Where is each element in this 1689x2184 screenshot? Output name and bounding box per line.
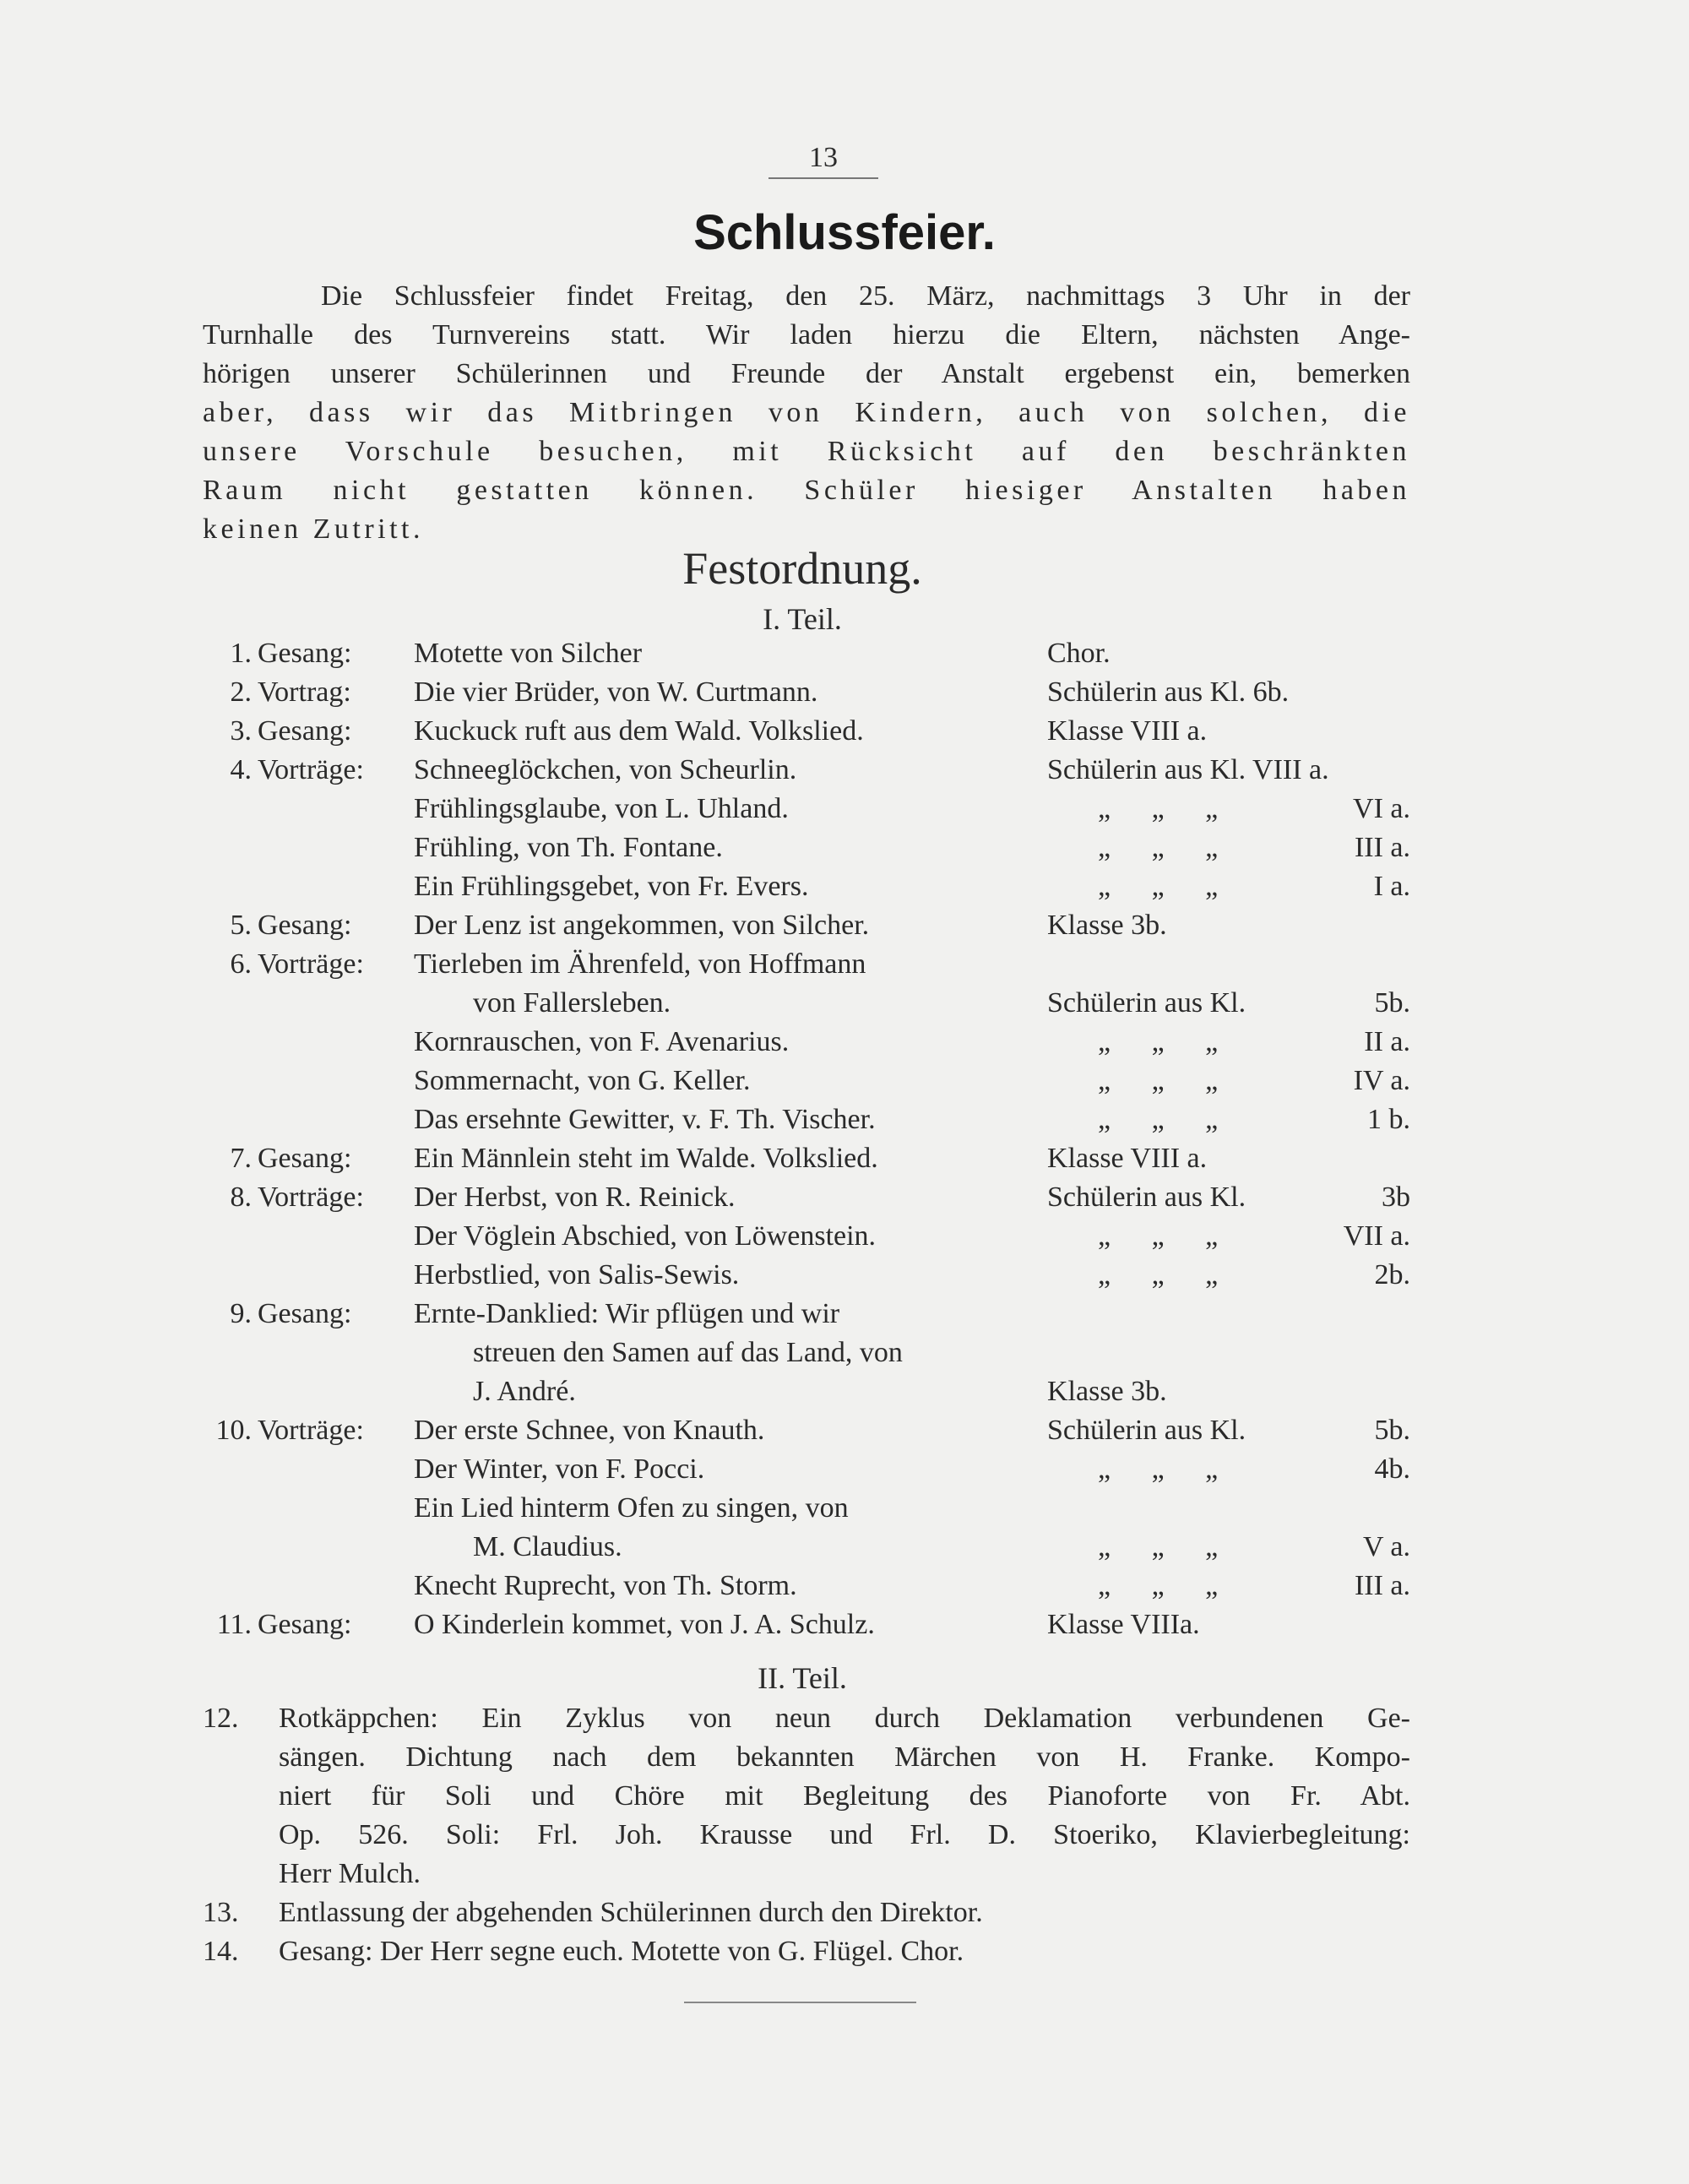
program-performer: Schülerin aus Kl. <box>1047 1182 1246 1213</box>
program-performer: Schülerin aus Kl. <box>1047 987 1246 1019</box>
program-class: 5b. <box>1374 1415 1410 1446</box>
program-number: 12. <box>203 1703 239 1734</box>
program-row <box>0 754 1689 793</box>
ditto-marks: „ „ „ <box>1098 1104 1219 1135</box>
program-class: 2b. <box>1374 1259 1410 1290</box>
program-class: III a. <box>1354 832 1410 863</box>
program-text-line: Op. 526. Soli: Frl. Joh. Krausse und Frl. D. Stoeriko, Klavierbegleitung: <box>279 1819 1410 1850</box>
program-work: Der erste Schnee, von Knauth. <box>414 1415 765 1446</box>
page-title: Schlussfeier. <box>693 205 996 260</box>
program-work: Kornrauschen, von F. Avenarius. <box>414 1026 790 1057</box>
program-performer: Klasse 3b. <box>1047 1376 1167 1407</box>
program-row <box>0 871 1689 910</box>
program-work: Frühlingsglaube, von L. Uhland. <box>414 793 789 824</box>
program-number: 11. <box>216 1609 252 1640</box>
program-category: Gesang: <box>258 638 352 669</box>
program-class: VI a. <box>1353 793 1410 824</box>
ditto-marks: „ „ „ <box>1098 1570 1219 1601</box>
program-work: Der Herbst, von R. Reinick. <box>414 1182 736 1213</box>
program-number: 1. <box>230 638 252 669</box>
page-number-rule <box>768 177 878 179</box>
program-number: 8. <box>230 1182 252 1213</box>
program-work: Die vier Brüder, von W. Curtmann. <box>414 676 818 708</box>
program-work: Ernte-Danklied: Wir pflügen und wir <box>414 1298 840 1329</box>
program-work: Der Winter, von F. Pocci. <box>414 1453 705 1485</box>
program-row <box>0 1415 1689 1453</box>
program-category: Gesang: <box>258 1143 352 1174</box>
ditto-marks: „ „ „ <box>1098 871 1219 902</box>
program-number: 2. <box>230 676 252 708</box>
program-row <box>0 676 1689 715</box>
program-row <box>0 1182 1689 1220</box>
program-performer: Schülerin aus Kl. <box>1047 1415 1246 1446</box>
program-number: 3. <box>230 715 252 747</box>
program-work: Ein Frühlingsgebet, von Fr. Evers. <box>414 871 809 902</box>
program-row <box>0 1492 1689 1531</box>
program-work: O Kinderlein kommet, von J. A. Schulz. <box>414 1609 875 1640</box>
program-item <box>203 1699 1419 1893</box>
program-class: III a. <box>1354 1570 1410 1601</box>
program-class: 1 b. <box>1367 1104 1410 1135</box>
program-number: 7. <box>230 1143 252 1174</box>
program-number: 13. <box>203 1897 239 1928</box>
intro-line: Raum nicht gestatten können. Schüler hiesiger Anstalten haben <box>203 475 1410 506</box>
program-work: Der Lenz ist angekommen, von Silcher. <box>414 910 870 941</box>
intro-line: Die Schlussfeier findet Freitag, den 25. März, nachmittags 3 Uhr in der <box>321 280 1410 312</box>
program-category: Gesang: <box>258 715 352 747</box>
ditto-marks: „ „ „ <box>1098 1026 1219 1057</box>
program-performer: Klasse VIII a. <box>1047 1143 1208 1174</box>
intro-paragraph <box>203 277 1410 549</box>
program-row <box>0 832 1689 871</box>
program-text-line: Herr Mulch. <box>279 1858 421 1889</box>
program-row <box>0 1298 1689 1337</box>
program-row <box>0 1259 1689 1298</box>
program-row <box>0 1104 1689 1143</box>
program-row <box>0 1143 1689 1182</box>
program-row <box>0 1531 1689 1570</box>
ditto-marks: „ „ „ <box>1098 1259 1219 1290</box>
program-number: 5. <box>230 910 252 941</box>
program-work: M. Claudius. <box>473 1531 622 1562</box>
program-text <box>279 1893 1410 1932</box>
intro-line: Turnhalle des Turnvereins statt. Wir laden hierzu die Eltern, nächsten Ange- <box>203 319 1410 350</box>
intro-line: keinen Zutritt. <box>203 513 425 545</box>
program-class: V a. <box>1362 1531 1410 1562</box>
program-row <box>0 948 1689 987</box>
program-item <box>203 1893 1419 1932</box>
program-performer: Klasse 3b. <box>1047 910 1167 941</box>
program-work: Schneeglöckchen, von Scheurlin. <box>414 754 797 785</box>
program-performer: Klasse VIII a. <box>1047 715 1208 747</box>
program-row <box>0 1453 1689 1492</box>
program-work: J. André. <box>473 1376 576 1407</box>
part-two-heading: II. Teil. <box>758 1661 847 1695</box>
program-row <box>0 910 1689 948</box>
program-text-line: Rotkäppchen: Ein Zyklus von neun durch Deklamation verbundenen Ge- <box>279 1703 1410 1734</box>
program-performer: Schülerin aus Kl. 6b. <box>1047 676 1290 708</box>
program-number: 4. <box>230 754 252 785</box>
program-work: Ein Männlein steht im Walde. Volkslied. <box>414 1143 878 1174</box>
ditto-marks: „ „ „ <box>1098 1531 1219 1562</box>
program-class: VII a. <box>1343 1220 1410 1252</box>
program-category: Gesang: <box>258 910 352 941</box>
program-row <box>0 1609 1689 1648</box>
end-rule <box>684 2002 916 2003</box>
program-number: 10. <box>215 1415 252 1446</box>
program-class: I a. <box>1373 871 1410 902</box>
program-row <box>0 638 1689 676</box>
program-row <box>0 987 1689 1026</box>
program-category: Gesang: <box>258 1298 352 1329</box>
page-number: 13 <box>809 142 838 173</box>
program-row <box>0 1220 1689 1259</box>
program-text-line: sängen. Dichtung nach dem bekannten Märchen von H. Franke. Kompo- <box>279 1741 1410 1773</box>
program-class: 4b. <box>1374 1453 1410 1485</box>
program-work: streuen den Samen auf das Land, von <box>473 1337 903 1368</box>
program-row <box>0 1337 1689 1376</box>
program-number: 6. <box>230 948 252 980</box>
program-category: Vorträge: <box>258 754 364 785</box>
ditto-marks: „ „ „ <box>1098 832 1219 863</box>
program-text <box>279 1932 1410 1971</box>
program-heading: Festordnung. <box>682 543 922 594</box>
program-work: Tierleben im Ährenfeld, von Hoffmann <box>414 948 866 980</box>
ditto-marks: „ „ „ <box>1098 1220 1219 1252</box>
program-text-line: niert für Soli und Chöre mit Begleitung des Pianoforte von Fr. Abt. <box>279 1780 1410 1812</box>
program-category: Vorträge: <box>258 948 364 980</box>
program-work: Kuckuck ruft aus dem Wald. Volkslied. <box>414 715 864 747</box>
program-class: IV a. <box>1353 1065 1410 1096</box>
program-performer: Chor. <box>1047 638 1111 669</box>
program-work: Sommernacht, von G. Keller. <box>414 1065 751 1096</box>
program-work: Knecht Ruprecht, von Th. Storm. <box>414 1570 797 1601</box>
program-work: Der Vöglein Abschied, von Löwenstein. <box>414 1220 877 1252</box>
program-work: Motette von Silcher <box>414 638 643 669</box>
program-class: 5b. <box>1374 987 1410 1019</box>
intro-line: aber, dass wir das Mitbringen von Kindern, auch von solchen, die <box>203 397 1410 428</box>
program-row <box>0 793 1689 832</box>
program-row <box>0 715 1689 754</box>
program-performer: Klasse VIIIa. <box>1047 1609 1200 1640</box>
ditto-marks: „ „ „ <box>1098 1453 1219 1485</box>
program-row <box>0 1026 1689 1065</box>
program-category: Vorträge: <box>258 1415 364 1446</box>
program-class: 3b <box>1382 1182 1410 1213</box>
program-text <box>279 1699 1410 1893</box>
program-work: Das ersehnte Gewitter, v. F. Th. Vischer. <box>414 1104 876 1135</box>
program-category: Gesang: <box>258 1609 352 1640</box>
ditto-marks: „ „ „ <box>1098 1065 1219 1096</box>
program-work: Herbstlied, von Salis-Sewis. <box>414 1259 740 1290</box>
program-category: Vortrag: <box>258 676 351 708</box>
program-text-line: Entlassung der abgehenden Schülerinnen durch den Direktor. <box>279 1897 983 1928</box>
part-one-heading: I. Teil. <box>763 602 842 636</box>
program-category: Vorträge: <box>258 1182 364 1213</box>
program-number: 9. <box>230 1298 252 1329</box>
program-row <box>0 1065 1689 1104</box>
program-work: Frühling, von Th. Fontane. <box>414 832 723 863</box>
program-row <box>0 1570 1689 1609</box>
ditto-marks: „ „ „ <box>1098 793 1219 824</box>
intro-line: unsere Vorschule besuchen, mit Rücksicht auf den beschränkten <box>203 436 1410 467</box>
program-text-line: Gesang: Der Herr segne euch. Motette von G. Flügel. Chor. <box>279 1936 964 1967</box>
program-number: 14. <box>203 1936 239 1967</box>
program-work: von Fallersleben. <box>473 987 671 1019</box>
program-class: II a. <box>1364 1026 1410 1057</box>
program-performer: Schülerin aus Kl. VIII a. <box>1047 754 1329 785</box>
intro-line: hörigen unserer Schülerinnen und Freunde der Anstalt ergebenst ein, bemerken <box>203 358 1410 389</box>
program-work: Ein Lied hinterm Ofen zu singen, von <box>414 1492 849 1524</box>
program-item <box>203 1932 1419 1971</box>
program-row <box>0 1376 1689 1415</box>
